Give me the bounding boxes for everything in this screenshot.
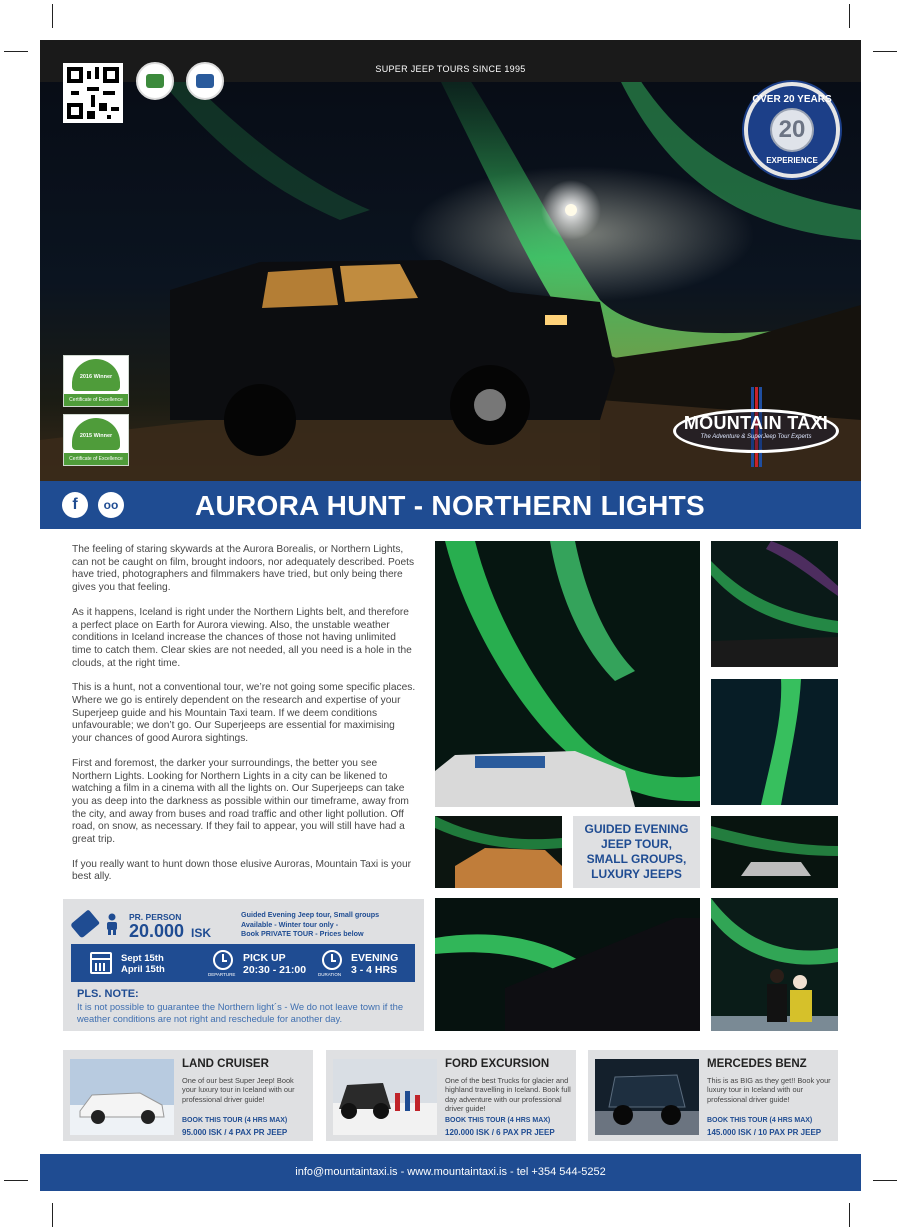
- price-tag-icon: [70, 909, 100, 938]
- season-dates: [121, 953, 165, 975]
- price-info-line: Available - Winter tour only -: [241, 919, 339, 929]
- aurora-photo-wide: [435, 898, 700, 1031]
- price-box: [63, 899, 424, 1031]
- logo-subtitle: The Adventure & SuperJeep Tour Experts: [700, 434, 812, 440]
- tour-name: LAND CRUISER: [182, 1058, 269, 1070]
- title-bar: [40, 481, 861, 529]
- mercedes-benz-photo: [595, 1059, 699, 1135]
- evening-label: EVENING: [351, 952, 399, 964]
- intro-paragraph: If you really want to hunt down those elusive Auroras, Mountain Taxi is your best ally.: [72, 858, 412, 883]
- tripadvisor-award: [63, 414, 129, 466]
- jeep-aurora-photo: [711, 816, 838, 888]
- award-year: 2015 Winner: [79, 433, 113, 439]
- quality-seal-icon: [186, 62, 224, 100]
- season-start: Sept 15th: [121, 953, 164, 964]
- price-value: 20.000: [129, 921, 185, 941]
- aurora-photo-large: [435, 541, 700, 807]
- badge-bottom-text: EXPERIENCE: [766, 156, 818, 165]
- badge-top-text: OVER 20 YEARS: [752, 94, 832, 105]
- crop-mark: [4, 51, 28, 52]
- aurora-photo: [711, 679, 838, 805]
- guided-tour-box: [573, 816, 700, 888]
- pickup-label: PICK UP: [243, 952, 286, 964]
- guided-line: JEEP TOUR,: [601, 837, 672, 851]
- note-text: It is not possible to guarantee the Northern light´s - We do not leave town if the weather conditions are not right and reschedule for another day.: [77, 1001, 404, 1024]
- hero-photo: [40, 40, 861, 481]
- logo-title: MOUNTAIN TAXI: [683, 413, 829, 433]
- qr-code[interactable]: [63, 63, 123, 123]
- price-info: [241, 910, 421, 939]
- price-currency: ISK: [191, 926, 212, 940]
- crop-mark: [849, 1203, 850, 1227]
- tour-description: One of our best Super Jeep! Book your luxury tour in Iceland with our professional driver guide!: [182, 1076, 295, 1104]
- guided-line: GUIDED EVENING: [584, 822, 689, 836]
- intro-paragraph: As it happens, Iceland is right under the Northern Lights belt, and therefore a perfect place on Earth for Aurora viewing. Also, the unstable weather conditions in Iceland increase the chances of those not having unlimited time to catch them. Clear skies are not needed, all you need is a hole in the clouds, at the right time.: [72, 606, 412, 669]
- price-info-line: Guided Evening Jeep tour, Small groups: [241, 910, 380, 919]
- badge-number: 20: [770, 108, 814, 152]
- contact-footer[interactable]: info@mountaintaxi.is - www.mountaintaxi.is - tel +354 544-5252: [40, 1154, 861, 1191]
- pickup-time: 20:30 - 21:00: [243, 964, 307, 976]
- experience-badge: [744, 82, 840, 178]
- crop-mark: [873, 51, 897, 52]
- crop-mark: [849, 4, 850, 28]
- award-year: 2016 Winner: [79, 374, 113, 380]
- award-caption: Certificate of Excellence: [64, 394, 128, 406]
- tour-name: FORD EXCURSION: [445, 1058, 550, 1070]
- crop-mark: [873, 1180, 897, 1181]
- ford-excursion-photo: [333, 1059, 437, 1135]
- price-info-line: Book PRIVATE TOUR - Prices below: [241, 929, 364, 938]
- book-tour-link[interactable]: BOOK THIS TOUR (4 HRS MAX): [445, 1117, 551, 1124]
- guided-line: SMALL GROUPS,: [586, 852, 687, 866]
- land-cruiser-photo: [70, 1059, 174, 1135]
- schedule-bar: [71, 944, 415, 982]
- calendar-icon: [90, 952, 112, 974]
- price-label: PR. PERSON: [129, 912, 182, 922]
- duration-clock-icon: [322, 950, 342, 970]
- tripadvisor-award: [63, 355, 129, 407]
- duration-value: 3 - 4 HRS: [351, 964, 398, 976]
- tour-description: This is as BIG as they get!! Book your luxury tour in Iceland with our professional driver guide!: [707, 1076, 831, 1104]
- tour-price: 95.000 ISK / 4 PAX PR JEEP: [182, 1128, 288, 1137]
- departure-clock-icon: [213, 950, 233, 970]
- aurora-photo: [711, 541, 838, 667]
- book-tour-link[interactable]: BOOK THIS TOUR (4 HRS MAX): [707, 1117, 813, 1124]
- book-tour-link[interactable]: BOOK THIS TOUR (4 HRS MAX): [182, 1117, 288, 1124]
- guided-line: LUXURY JEEPS: [591, 867, 682, 881]
- crop-mark: [52, 4, 53, 28]
- intro-text: [72, 544, 416, 896]
- award-caption: Certificate of Excellence: [64, 453, 128, 465]
- intro-paragraph: This is a hunt, not a conventional tour, we’re not going some specific places. Where we go is entirely dependent on the research and expertise of your Superjeep guide and his Mountain Taxi team. If we deem conditions unfavourable; we don’t go. Our Superjeeps are essential for maximising your chances of good Aurora sightings.: [72, 682, 416, 745]
- departure-caption: DEPARTURE: [208, 972, 236, 977]
- flyer-sheet: [40, 40, 861, 1191]
- duration-caption: DURATION: [318, 972, 342, 977]
- mountain-taxi-logo: [673, 387, 843, 467]
- crop-mark: [4, 1180, 28, 1181]
- tagline: SUPER JEEP TOURS SINCE 1995: [375, 64, 526, 74]
- guests-aurora-photo: [711, 898, 838, 1031]
- facebook-icon[interactable]: f: [62, 492, 88, 518]
- tripadvisor-icon[interactable]: oo: [98, 492, 124, 518]
- duration: [351, 952, 398, 976]
- tour-price: 120.000 ISK / 6 PAX PR JEEP: [445, 1128, 555, 1137]
- tour-card-ford-excursion[interactable]: [326, 1050, 576, 1141]
- eco-seal-icon: [136, 62, 174, 100]
- jeep-aurora-photo: [435, 816, 562, 888]
- tour-card-mercedes-benz[interactable]: [588, 1050, 838, 1141]
- crop-mark: [52, 1203, 53, 1227]
- note-heading: PLS. NOTE:: [77, 988, 139, 1000]
- tour-description: One of the best Trucks for glacier and highland travelling in Iceland. Book full day adventure with our professional driver guide!: [445, 1076, 571, 1114]
- page-title: AURORA HUNT - NORTHERN LIGHTS: [194, 490, 706, 521]
- intro-paragraph: First and foremost, the darker your surroundings, the better you see Northern Lights. Looking for Northern Lights in a city can be likened to watching a film in a cinema with all the lights on. Our Superjeeps can take you as deep into the darkness as possible within our timeframe, away from the city, and away from buses and road traffic and other light pollution. Off road, on snow, as necessary. If they fail to appear, you will still have had a great trip.: [72, 757, 409, 846]
- intro-paragraph: The feeling of staring skywards at the Aurora Borealis, or Northern Lights, can not be caught on film, brought indoors, nor adequately described. Poets have tried, photographers and filmmakers have tried, but only being there gives you that feeling.: [72, 544, 415, 594]
- tour-price: 145.000 ISK / 10 PAX PR JEEP: [707, 1128, 822, 1137]
- person-icon: [105, 913, 119, 935]
- pickup: [243, 952, 306, 976]
- tour-name: MERCEDES BENZ: [707, 1058, 807, 1070]
- tour-card-land-cruiser[interactable]: [63, 1050, 313, 1141]
- season-end: April 15th: [121, 964, 165, 975]
